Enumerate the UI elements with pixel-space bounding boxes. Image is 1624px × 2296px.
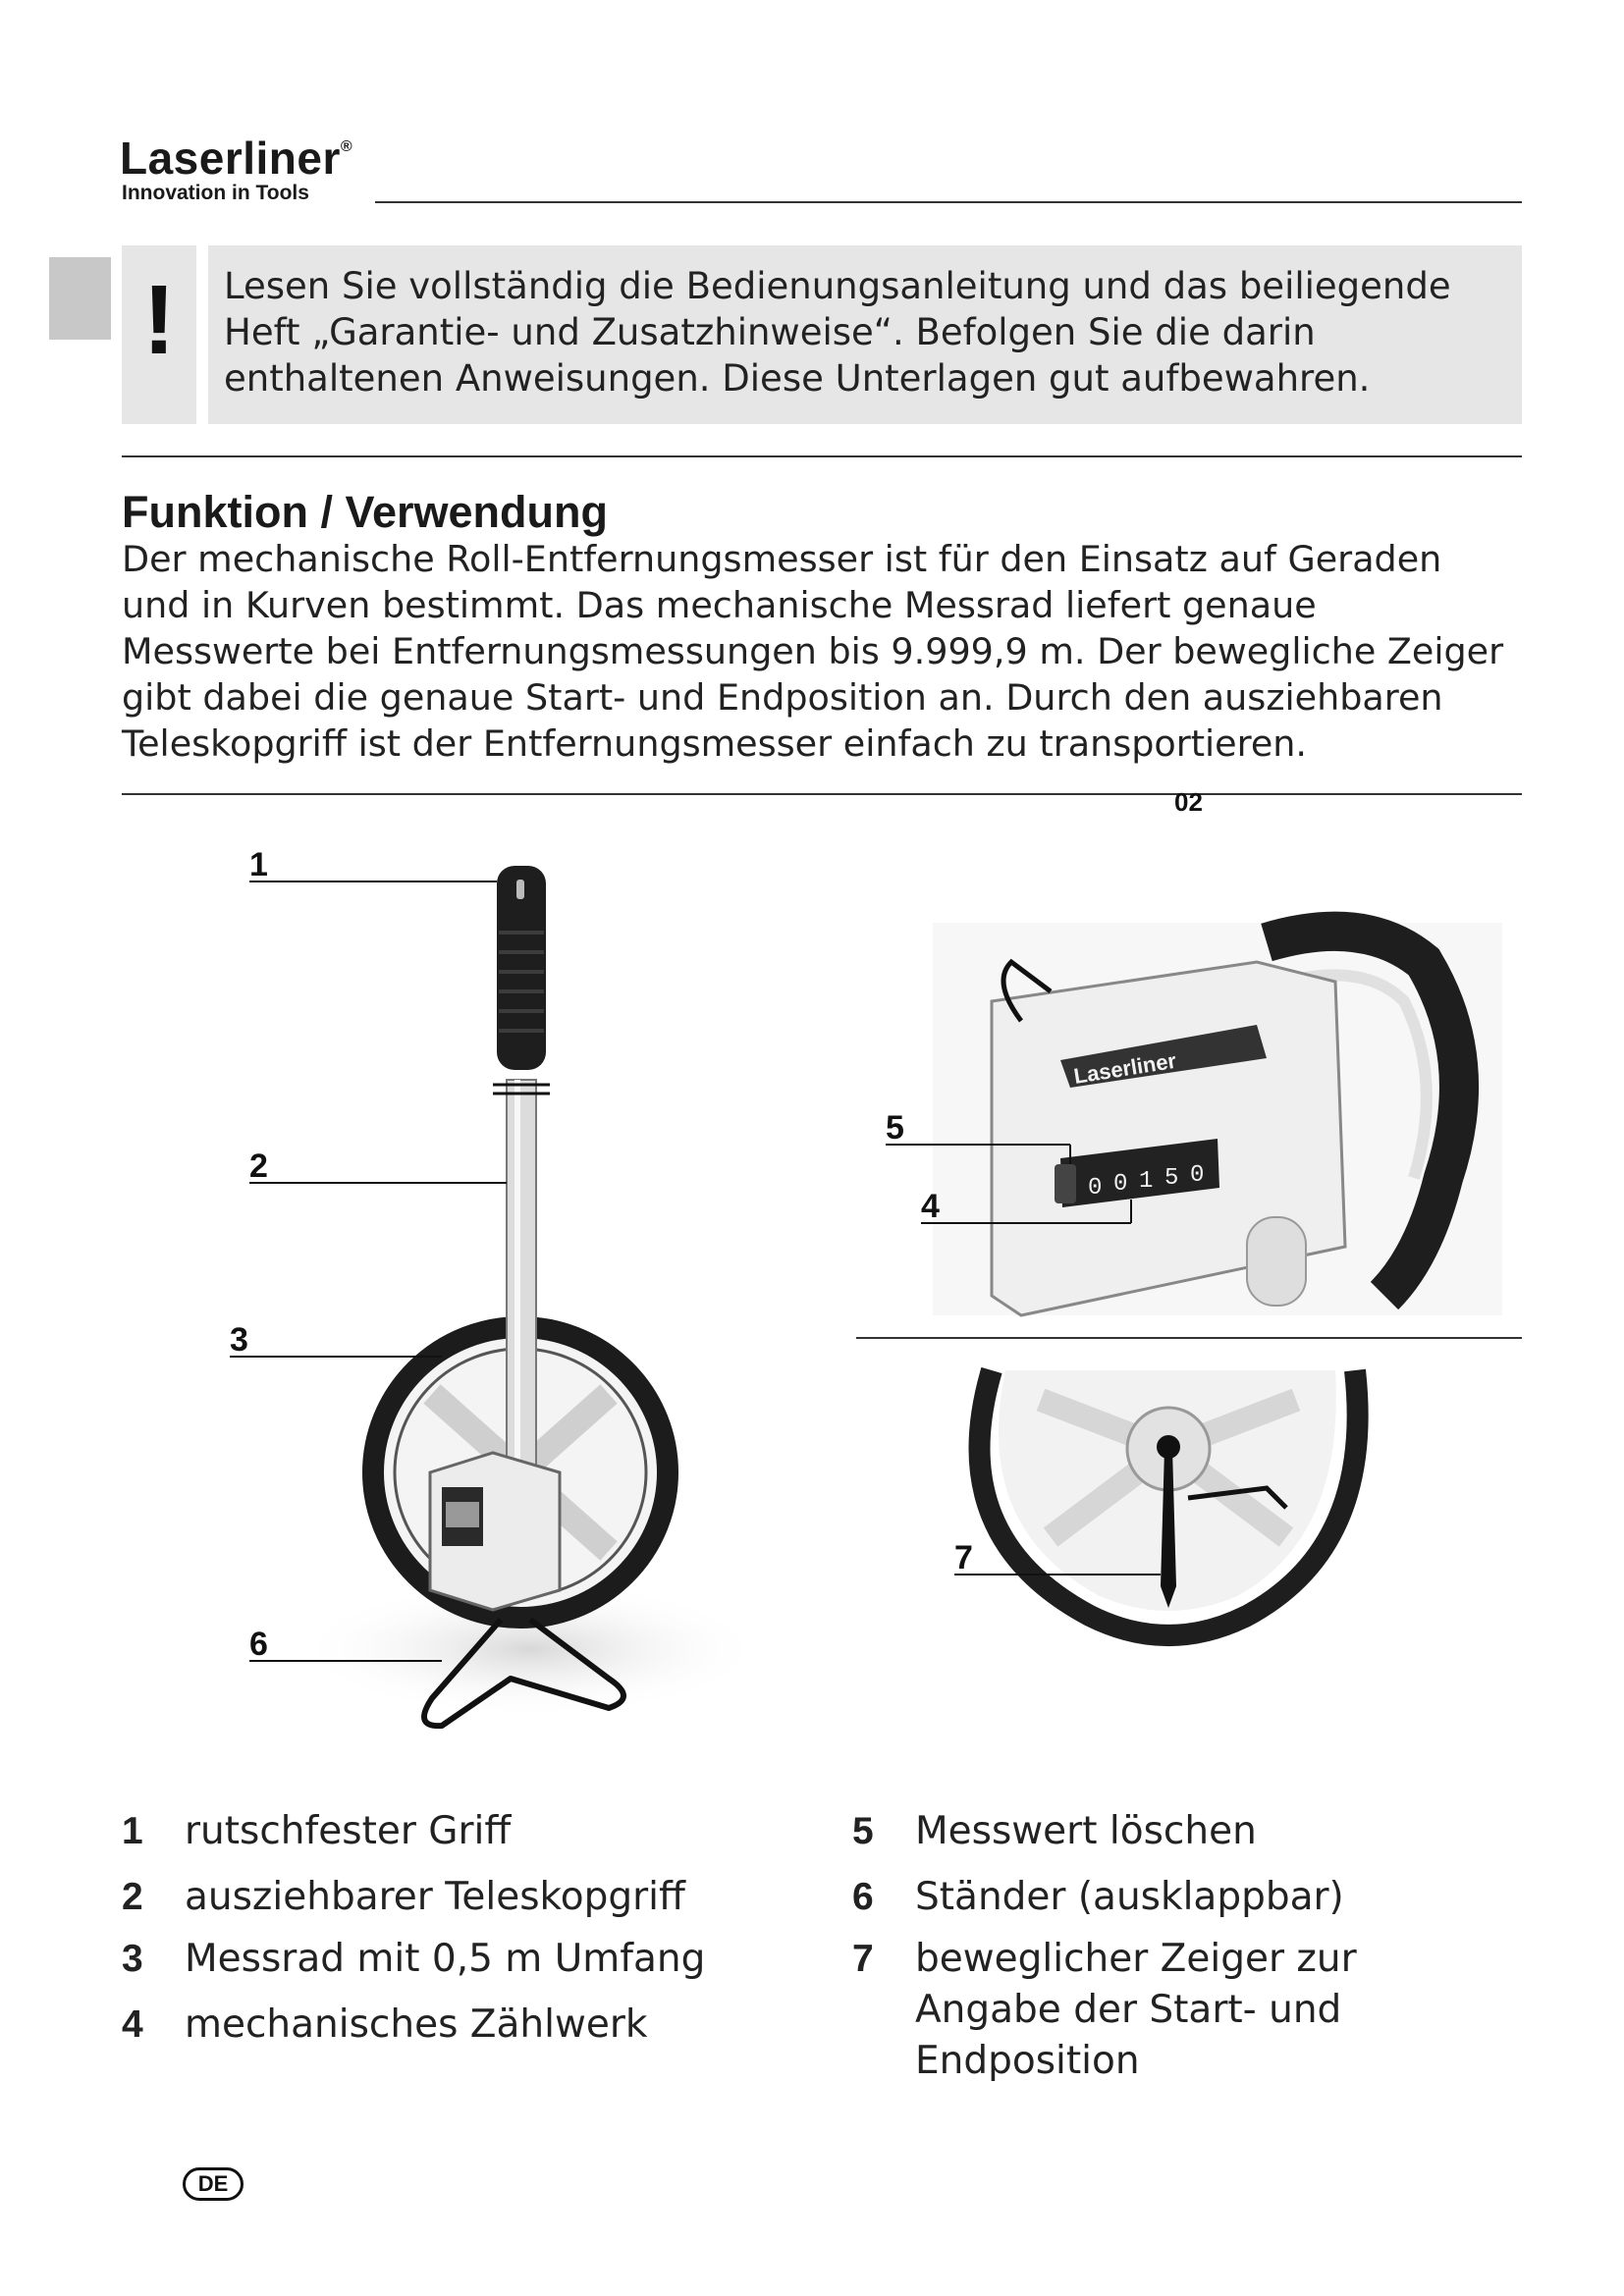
legend-number: 7 — [852, 1938, 874, 1980]
legend-number: 3 — [122, 1938, 143, 1980]
callout-6: 6 — [249, 1626, 268, 1663]
legend-label: beweglicher Zeiger zur Angabe der Start- und Endposition — [915, 1937, 1357, 2083]
device-brand-label: Laserliner — [1071, 1047, 1178, 1089]
legend-label: ausziehbarer Teleskopgriff — [185, 1875, 685, 1919]
section-rule — [122, 793, 1522, 795]
registered-mark: ® — [340, 138, 353, 155]
legend-number: 5 — [852, 1810, 874, 1852]
figure-rule — [856, 1337, 1522, 1339]
telescopic-shaft — [507, 1080, 536, 1492]
callout-2: 2 — [249, 1148, 268, 1185]
callout-1: 1 — [249, 846, 268, 883]
notice-rule — [122, 455, 1522, 457]
brand-tagline: Innovation in Tools — [122, 182, 309, 204]
legend-number: 2 — [122, 1876, 143, 1918]
brand-name: Laserliner — [120, 133, 341, 184]
legend-label: Messwert löschen — [915, 1809, 1257, 1853]
counter-digit: 0 — [1088, 1175, 1103, 1201]
callout-7: 7 — [954, 1539, 973, 1576]
figure-number: 02 — [1174, 787, 1203, 817]
counter-digit: 1 — [1139, 1168, 1154, 1195]
header-rule — [375, 201, 1522, 203]
callout-3: 3 — [230, 1321, 248, 1359]
counter-digit: 0 — [1113, 1171, 1128, 1198]
counter-digit: 0 — [1190, 1162, 1205, 1189]
counter-digit: 5 — [1164, 1165, 1179, 1192]
legend-label: Messrad mit 0,5 m Umfang — [185, 1937, 706, 1981]
legend-number: 4 — [122, 2003, 143, 2046]
notice-text: Lesen Sie vollständig die Bedienungsanleitung und das beiliegende Heft „Garantie- und Zusatzhinweise“. Befolgen Sie die darin enthaltenen Anweisungen. Diese Unterlagen gut aufbewahren. — [224, 265, 1451, 400]
exclamation-icon: ! — [142, 265, 176, 375]
pointer-detail-illustration — [943, 1361, 1394, 1655]
legend-label: rutschfester Griff — [185, 1809, 512, 1853]
legend-number: 1 — [122, 1810, 143, 1852]
legend-label: Ständer (ausklappbar) — [915, 1875, 1344, 1919]
reset-button — [1055, 1164, 1076, 1203]
section-title: Funktion / Verwendung — [122, 487, 608, 537]
device-illustration — [230, 844, 785, 1767]
brand-logo — [120, 133, 353, 184]
legend-number: 6 — [852, 1876, 874, 1918]
legend-label: mechanisches Zählwerk — [185, 2002, 648, 2047]
chapter-tab — [49, 257, 111, 340]
counter-detail-illustration — [874, 923, 1502, 1315]
callout-4: 4 — [921, 1188, 940, 1225]
callout-5: 5 — [886, 1109, 904, 1147]
section-body: Der mechanische Roll-Entfernungsmesser ist für den Einsatz auf Geraden und in Kurven bestimmt. Das mechanische Messrad liefert genaue Messwerte bei Entfernungsmessungen bis 9.999,9 m. Der bewegliche Zeiger gibt dabei die genaue Start- und Endposition an. Durch den ausziehbaren Teleskopgriff ist der Entfernungsmesser einfach zu transportieren. — [122, 538, 1504, 765]
language-badge: DE — [183, 2167, 244, 2201]
